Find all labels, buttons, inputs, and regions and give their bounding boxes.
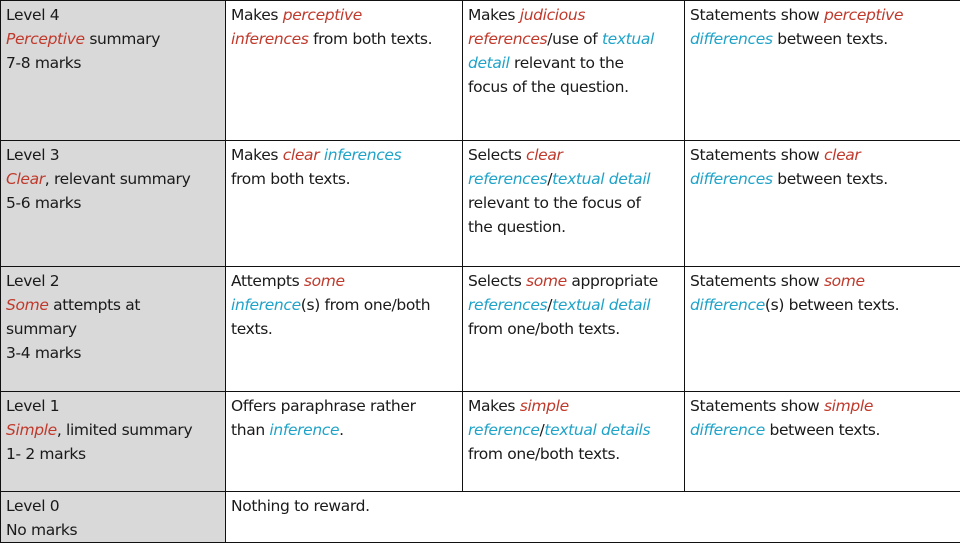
descriptor-text: attempts at [49,296,141,314]
level-cell [1,141,226,267]
differences-cell [685,267,960,392]
summary-descriptor [6,518,221,542]
emphasis-blue-text: inferences [324,146,402,164]
level-label: Level 1 [6,394,221,418]
descriptor-text: between texts. [773,170,888,188]
marks-range: 5-6 marks [6,191,221,215]
references-cell [463,267,685,392]
references-cell [463,1,685,141]
emphasis-red-text: simple [824,397,873,415]
descriptor-text: Makes [468,397,520,415]
emphasis-red-text: Perceptive [6,30,85,48]
level-cell [1,492,226,543]
references-cell [463,141,685,267]
emphasis-blue-text: textual details [544,421,650,439]
level-cell [1,392,226,492]
emphasis-blue-text: inference [269,421,339,439]
descriptor-text: between texts. [765,421,880,439]
emphasis-red-text: some [304,272,345,290]
marks-range: 3-4 marks [6,341,221,365]
descriptor-text: Statements show [690,146,824,164]
emphasis-red-text: clear [526,146,563,164]
emphasis-red-text: judicious [520,6,585,24]
emphasis-blue-text: differences [690,30,773,48]
level-label: Level 2 [6,269,221,293]
inferences-cell [226,141,463,267]
differences-cell [685,141,960,267]
level-cell [1,1,226,141]
descriptor-text: Statements show [690,6,824,24]
rubric-row-level-1 [1,392,960,492]
emphasis-blue-text: textual detail [552,170,650,188]
descriptor-text: from both texts. [309,30,433,48]
summary-descriptor [6,167,221,191]
descriptor-text: / [547,170,552,188]
summary-descriptor [6,293,221,341]
inferences-cell [226,392,463,492]
differences-cell [685,1,960,141]
emphasis-blue-text: detail [468,54,509,72]
descriptor-text: relevant to the focus of [468,194,641,212]
descriptor-text: appropriate [567,272,658,290]
descriptor-text: (s) between texts. [765,296,899,314]
emphasis-red-text: perceptive [283,6,362,24]
descriptor-text: from one/both texts. [468,320,620,338]
descriptor-text: /use of [547,30,602,48]
marks-range: 7-8 marks [6,51,221,75]
descriptor-text: summary [6,320,77,338]
rubric-row-level-4 [1,1,960,141]
descriptor-text: summary [85,30,160,48]
emphasis-red-text: Simple [6,421,57,439]
differences-cell [685,392,960,492]
level-cell [1,267,226,392]
summary-descriptor [6,418,221,442]
descriptor-text: Makes [231,146,283,164]
level-label: Level 4 [6,3,221,27]
summary-descriptor [6,27,221,51]
descriptor-text: . [339,421,344,439]
inferences-cell [226,1,463,141]
emphasis-blue-text: reference [468,421,540,439]
emphasis-red-text: some [526,272,567,290]
level-label: Level 0 [6,494,221,518]
emphasis-blue-text: difference [690,421,765,439]
emphasis-red-text: inferences [231,30,309,48]
descriptor-text: Statements show [690,397,824,415]
descriptor-text: (s) from one/both [301,296,430,314]
descriptor-text: No marks [6,521,77,539]
emphasis-red-text: clear [824,146,861,164]
descriptor-text: Makes [231,6,283,24]
emphasis-blue-text: differences [690,170,773,188]
emphasis-red-text: Some [6,296,49,314]
descriptor-text: Offers paraphrase rather [231,397,416,415]
descriptor-text: / [540,421,545,439]
emphasis-blue-text: textual detail [552,296,650,314]
no-reward-cell [226,492,960,543]
references-cell [463,392,685,492]
descriptor-text: Nothing to reward. [231,497,370,515]
rubric-row-level-3 [1,141,960,267]
level-label: Level 3 [6,143,221,167]
descriptor-text: focus of the question. [468,78,629,96]
descriptor-text: Selects [468,272,526,290]
descriptor-text: than [231,421,269,439]
emphasis-red-text: perceptive [824,6,903,24]
descriptor-text: / [547,296,552,314]
descriptor-text: the question. [468,218,566,236]
emphasis-blue-text: inference [231,296,301,314]
emphasis-blue-text: difference [690,296,765,314]
descriptor-text: Statements show [690,272,824,290]
inferences-cell [226,267,463,392]
descriptor-text: relevant to the [509,54,623,72]
emphasis-blue-text: references [468,296,547,314]
descriptor-text: Selects [468,146,526,164]
descriptor-text: texts. [231,320,273,338]
descriptor-text: Makes [468,6,520,24]
rubric-row-level-0 [1,492,960,543]
descriptor-text: , relevant summary [45,170,191,188]
descriptor-text: from both texts. [231,170,350,188]
emphasis-red-text: clear [283,146,320,164]
emphasis-red-text: some [824,272,865,290]
descriptor-text: , limited summary [57,421,192,439]
emphasis-red-text: Clear [6,170,45,188]
emphasis-red-text: references [468,30,547,48]
emphasis-blue-text: references [468,170,547,188]
marks-range: 1- 2 marks [6,442,221,466]
emphasis-red-text: simple [520,397,569,415]
descriptor-text: between texts. [773,30,888,48]
descriptor-text: Attempts [231,272,304,290]
emphasis-blue-text: textual [602,30,654,48]
rubric-row-level-2 [1,267,960,392]
descriptor-text: from one/both texts. [468,445,620,463]
